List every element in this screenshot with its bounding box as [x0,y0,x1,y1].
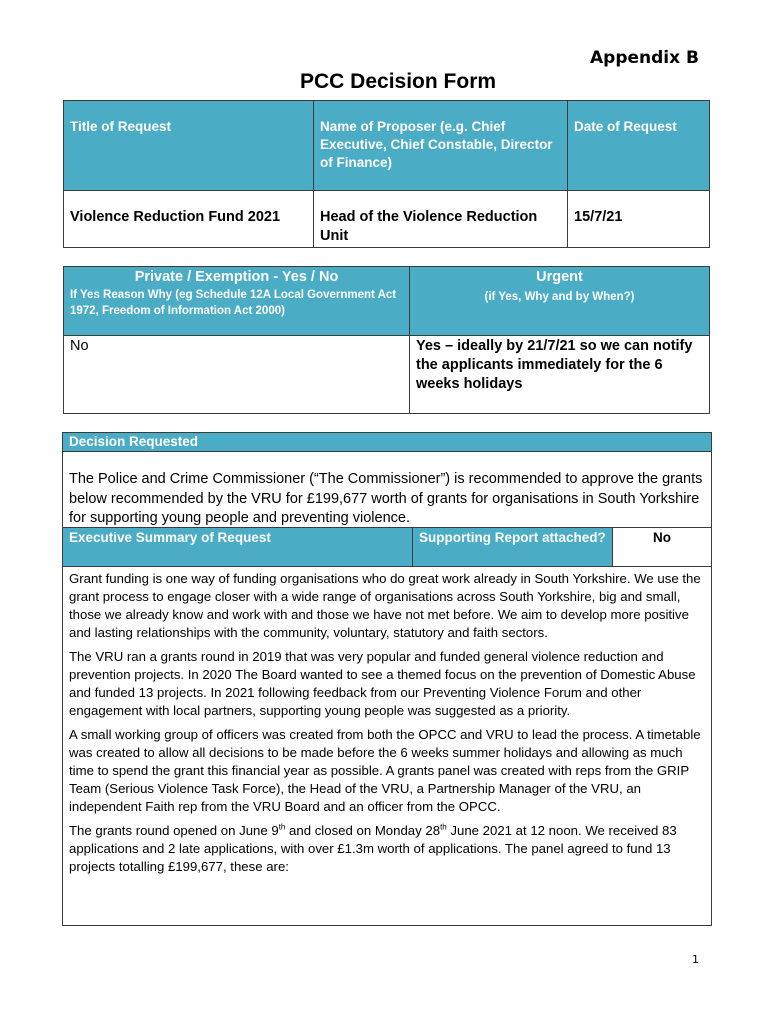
urgent-header [410,267,710,336]
request-table [63,100,710,248]
summary-paragraph: Grant funding is one way of funding organisations who do great work already in South Yorkshire. We use the grant process to engage closer with a wide range of organisations across South Yorkshire, big and small, those we already know and work with and those we have not met before. We aim to develop more positive and lasting relationships with the community, voluntary, statutory and faith sectors. [69,571,701,640]
summary-paragraph: A small working group of officers was created from both the OPCC and VRU to lead the process. A timetable was created to allow all decisions to be made before the 6 weeks summer holidays and allowing as much time to spend the grant this financial year as possible. A grants panel was created with reps from the GRIP Team (Serious Violence Task Force), the Head of the VRU, a Partnership Manager of the VRU, an independent Faith rep from the VRU Board and an officer from the OPCC. [69,727,701,814]
summary-text: and closed on Monday 28 [285,823,441,838]
appendix-label: Appendix B [590,48,699,68]
supporting-report-label: Supporting Report attached? [412,528,612,566]
private-exemption-header [64,267,410,336]
divider [63,451,711,452]
ordinal-suffix: th [278,822,286,832]
private-exemption-subtitle: If Yes Reason Why (eg Schedule 12A Local Government Act 1972, Freedom of Information Act 2000) [70,289,397,317]
summary-paragraph [69,822,709,876]
summary-text: June 2021 at 12 noon. We received 83 applications and 2 late applications, with over £1.3m worth of applications. The panel agreed to fund 13 projects totalling £199,677, these are: [69,823,677,874]
page-number: 1 [692,953,699,966]
urgent-title: Urgent [536,269,583,285]
title-of-request-value: Violence Reduction Fund 2021 [64,191,314,248]
urgent-value: Yes – ideally by 21/7/21 so we can notify the applicants immediately for the 6 weeks holidays [410,336,710,414]
summary-paragraph: The VRU ran a grants round in 2019 that was very popular and funded general violence reduction and prevention projects. In 2020 The Board wanted to see a themed focus on the prevention of Domestic Abuse and funded 13 projects. In 2021 following feedback from our Preventing Violence Forum and other engagement with local partners, supporting young people was suggested as a priority. [69,649,696,718]
private-exemption-value: No [64,336,410,414]
urgent-subtitle: (if Yes, Why and by When?) [484,291,635,303]
executive-summary-body [69,570,709,882]
proposer-header: Name of Proposer (e.g. Chief Executive, Chief Constable, Director of Finance) [314,101,568,191]
decision-requested-text: The Police and Crime Commissioner (“The Commissioner”) is recommended to approve the grants below recommended by the VRU for £199,677 worth of grants for organisations in South Yorkshire for supporting young people and preventing violence. [69,471,703,526]
decision-requested-header: Decision Requested [63,433,711,451]
supporting-report-value: No [612,528,711,566]
divider [63,566,711,567]
title-of-request-header: Title of Request [64,101,314,191]
summary-text: The grants round opened on June 9 [69,823,279,838]
private-exemption-title: Private / Exemption - Yes / No [134,269,339,285]
date-of-request-value: 15/7/21 [568,191,710,248]
date-of-request-header: Date of Request [568,101,710,191]
proposer-value: Head of the Violence Reduction Unit [314,191,568,248]
ordinal-suffix: th [440,822,447,832]
exemption-table [63,266,710,414]
page-title: PCC Decision Form [300,70,497,93]
executive-summary-header: Executive Summary of Request [63,528,412,566]
